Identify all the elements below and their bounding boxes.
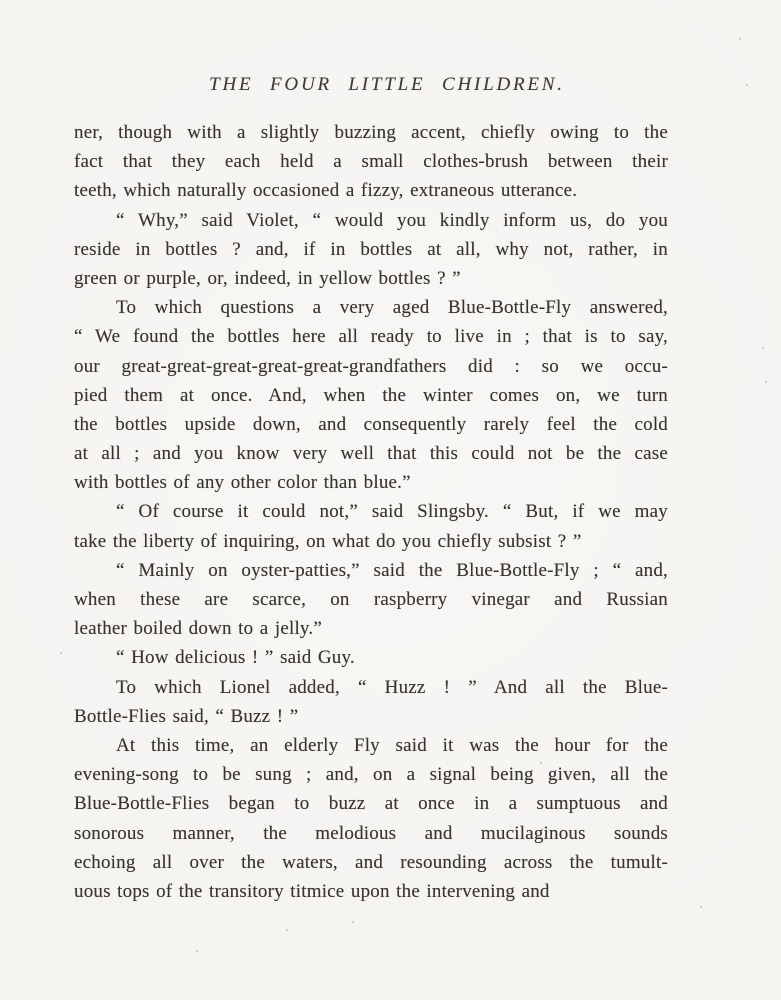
text-line: “ Mainly on oyster-patties,” said the Blue-Bottle-Fly ; “ and, bbox=[116, 559, 668, 581]
text-line: “ Of course it could not,” said Slingsby. “ But, if we may bbox=[116, 501, 668, 523]
paper-speck bbox=[746, 84, 748, 86]
text-line: uous tops of the transitory titmice upon the intervening and bbox=[74, 880, 550, 902]
text-line: echoing all over the waters, and resounding across the tumult- bbox=[74, 851, 668, 873]
paper-speck bbox=[60, 652, 62, 654]
paper-speck bbox=[196, 950, 198, 952]
paper-speck bbox=[540, 762, 542, 764]
paper-speck bbox=[352, 921, 354, 923]
paragraph bbox=[74, 643, 668, 672]
text-line: reside in bottles ? and, if in bottles at all, why not, rather, in bbox=[74, 238, 668, 260]
paragraph bbox=[74, 206, 668, 294]
text-line: sonorous manner, the melodious and mucilaginous sounds bbox=[74, 822, 668, 844]
text-line: our great-great-great-great-great-grandfathers did : so we occu- bbox=[74, 355, 668, 377]
paragraph bbox=[74, 673, 668, 731]
text-line: leather boiled down to a jelly.” bbox=[74, 618, 322, 640]
paragraph bbox=[74, 118, 668, 206]
text-line: Bottle-Flies said, “ Buzz ! ” bbox=[74, 705, 299, 727]
text-line: To which questions a very aged Blue-Bottle-Fly answered, bbox=[116, 297, 668, 319]
paragraph bbox=[74, 497, 668, 555]
text-line: green or purple, or, indeed, in yellow bottles ? ” bbox=[74, 267, 461, 289]
text-line: when these are scarce, on raspberry vinegar and Russian bbox=[74, 589, 668, 610]
text-line: at all ; and you know very well that this could not be the case bbox=[74, 443, 668, 465]
text-line: fact that they each held a small clothes-brush between their bbox=[74, 151, 668, 173]
text-line: the bottles upside down, and consequently rarely feel the cold bbox=[74, 413, 668, 435]
text-line: At this time, an elderly Fly said it was the hour for the bbox=[116, 734, 668, 756]
paper-speck bbox=[286, 929, 288, 931]
text-line: “ We found the bottles here all ready to live in ; that is to say, bbox=[74, 326, 668, 348]
text-line: To which Lionel added, “ Huzz ! ” And all the Blue- bbox=[116, 676, 668, 698]
paper-speck bbox=[765, 381, 767, 383]
text-line: with bottles of any other color than blue.” bbox=[74, 472, 411, 494]
running-header: THE FOUR LITTLE CHILDREN. bbox=[209, 74, 565, 95]
text-line: “ How delicious ! ” said Guy. bbox=[116, 647, 355, 669]
text-line: teeth, which naturally occasioned a fizzy, extraneous utterance. bbox=[74, 180, 578, 202]
paper-speck bbox=[739, 38, 741, 40]
text-line: ner, though with a slightly buzzing accent, chiefly owing to the bbox=[74, 122, 668, 143]
text-block bbox=[74, 118, 668, 906]
paragraph bbox=[74, 293, 668, 497]
paper-speck bbox=[700, 906, 702, 908]
paragraph bbox=[74, 556, 668, 644]
text-line: evening-song to be sung ; and, on a signal being given, all the bbox=[74, 764, 668, 786]
text-line: pied them at once. And, when the winter comes on, we turn bbox=[74, 384, 668, 406]
paper-speck bbox=[762, 347, 764, 349]
paragraph bbox=[74, 731, 668, 906]
text-line: take the liberty of inquiring, on what do you chiefly subsist ? ” bbox=[74, 530, 582, 552]
text-line: “ Why,” said Violet, “ would you kindly inform us, do you bbox=[116, 209, 668, 231]
text-line: Blue-Bottle-Flies began to buzz at once in a sumptuous and bbox=[74, 793, 668, 815]
